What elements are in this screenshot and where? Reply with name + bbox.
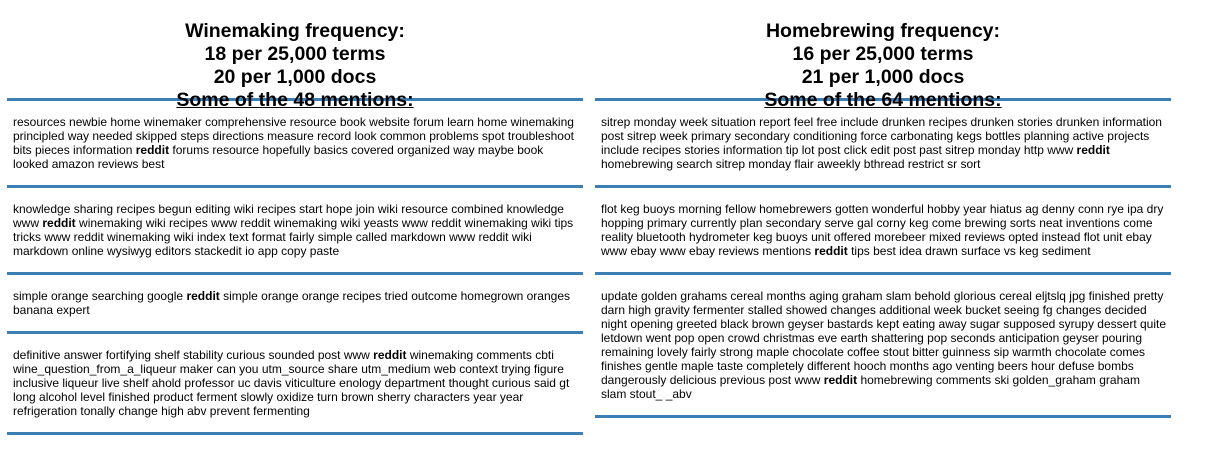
docs-frequency: 21 per 1,000 docs (801, 66, 965, 88)
snippet-keyword: reddit (823, 373, 858, 387)
snippet-text-after: forums resource hopefully basics covered organized way maybe book looked amazon reviews best (13, 143, 544, 171)
homebrewing-column (595, 0, 1171, 446)
mention-snippet-divider (7, 432, 583, 463)
snippet-text-after: winemaking comments cbti wine_question_from_a_liqueur maker can you utm_source share utm_medium web context trying figure inclusive liqueur live shelf ahold professor uc davis viticulture enology department thought curious said gt long alcohol level finished product ferment slowly oxidize turn brown sherry characters year year refrigeration tonally change high abv prevent fermenting (13, 348, 570, 418)
snippet-text-after: winemaking wiki recipes www reddit winemaking wiki yeasts www reddit winemaking wiki tips tricks www reddit winemaking wiki index text format fairly simple called markdown www reddit wiki markdown online wysiwyg editors stackedit io app copy paste (13, 216, 574, 258)
mention-snippet (7, 272, 583, 331)
winemaking-header (7, 0, 583, 111)
snippet-keyword: reddit (186, 289, 220, 303)
mention-snippet (7, 185, 583, 272)
snippet-text-after: simple orange orange recipes tried outcome homegrown oranges banana expert (13, 289, 570, 317)
frequency-title: Winemaking frequency: (185, 20, 405, 42)
snippet-keyword: reddit (373, 348, 407, 362)
snippet-text-before: simple orange searching google (13, 289, 187, 303)
mentions-heading: Some of the 48 mentions: (176, 89, 414, 111)
mention-snippet (595, 185, 1171, 272)
mention-snippet-divider (595, 415, 1171, 446)
mention-snippet (7, 331, 583, 432)
snippet-keyword: reddit (814, 244, 848, 258)
mention-snippet (595, 272, 1171, 415)
snippet-text-before: update golden grahams cereal months aging graham slam behold glorious cereal eljtslq jpg finished pretty darn high gravity fermenter stalled showed changes additional week bucket seeing fg changes decided night opening greeted black brown geyser bastards kept eating away sugar supposed syrupy dessert quite letdown went pop open crowd christmas eve earth shattering pop seconds anticipation geyser pouring remaining lovely fairly strong maple chocolate coffee stout bitter guinness sip warmth chocolate comes finishes gentle maple taste completely different hooch months ago venting beers hour defuse bombs dangerously delicious previous post www (601, 289, 1167, 387)
mentions-heading: Some of the 64 mentions: (764, 89, 1002, 111)
snippet-keyword: reddit (135, 143, 170, 157)
snippet-text-after: tips best idea drawn surface vs keg sediment (847, 244, 1091, 258)
homebrewing-header (595, 0, 1171, 111)
snippet-text-after: homebrewing search sitrep monday flair aweekly bthread restrict sr sort (601, 157, 981, 171)
snippet-text-before: definitive answer fortifying shelf stability curious sounded post www (13, 348, 374, 362)
snippet-text-before: resources newbie home winemaker comprehensive resource book website forum learn home winemaking principled way needed skipped steps directions measure record look common problems spot troubleshoot bits pieces information (13, 115, 574, 157)
snippet-text-before: knowledge sharing recipes begun editing wiki recipes start hope join wiki resource combined knowledge www (13, 202, 564, 230)
snippet-text-before: sitrep monday week situation report feel free include drunken recipes drunken stories drunken information post sitrep week primary secondary conditioning force carbonating kegs bottles planning active projects include recipes stories information tip lot post click edit post past sitrep monday http www (601, 115, 1162, 157)
snippet-keyword: reddit (42, 216, 76, 230)
snippet-text-before: flot keg buoys morning fellow homebrewers gotten wonderful hobby year hiatus ag denny conn rye ipa dry hopping primary currently plan secondary serve gal corny keg come brewing sorts neat inventions come reality bluetooth hydrometer keg buoys unit offered morebeer mixed reviews opted instead flot unit ebay www ebay www ebay reviews mentions (601, 202, 1164, 258)
docs-frequency: 20 per 1,000 docs (213, 66, 377, 88)
winemaking-column (7, 0, 583, 463)
terms-frequency: 16 per 25,000 terms (792, 43, 974, 65)
snippet-keyword: reddit (1076, 143, 1110, 157)
frequency-title: Homebrewing frequency: (765, 20, 1001, 42)
snippet-text-after: homebrewing comments ski golden_graham graham slam stout_ _abv (601, 373, 1140, 401)
terms-frequency: 18 per 25,000 terms (204, 43, 386, 65)
